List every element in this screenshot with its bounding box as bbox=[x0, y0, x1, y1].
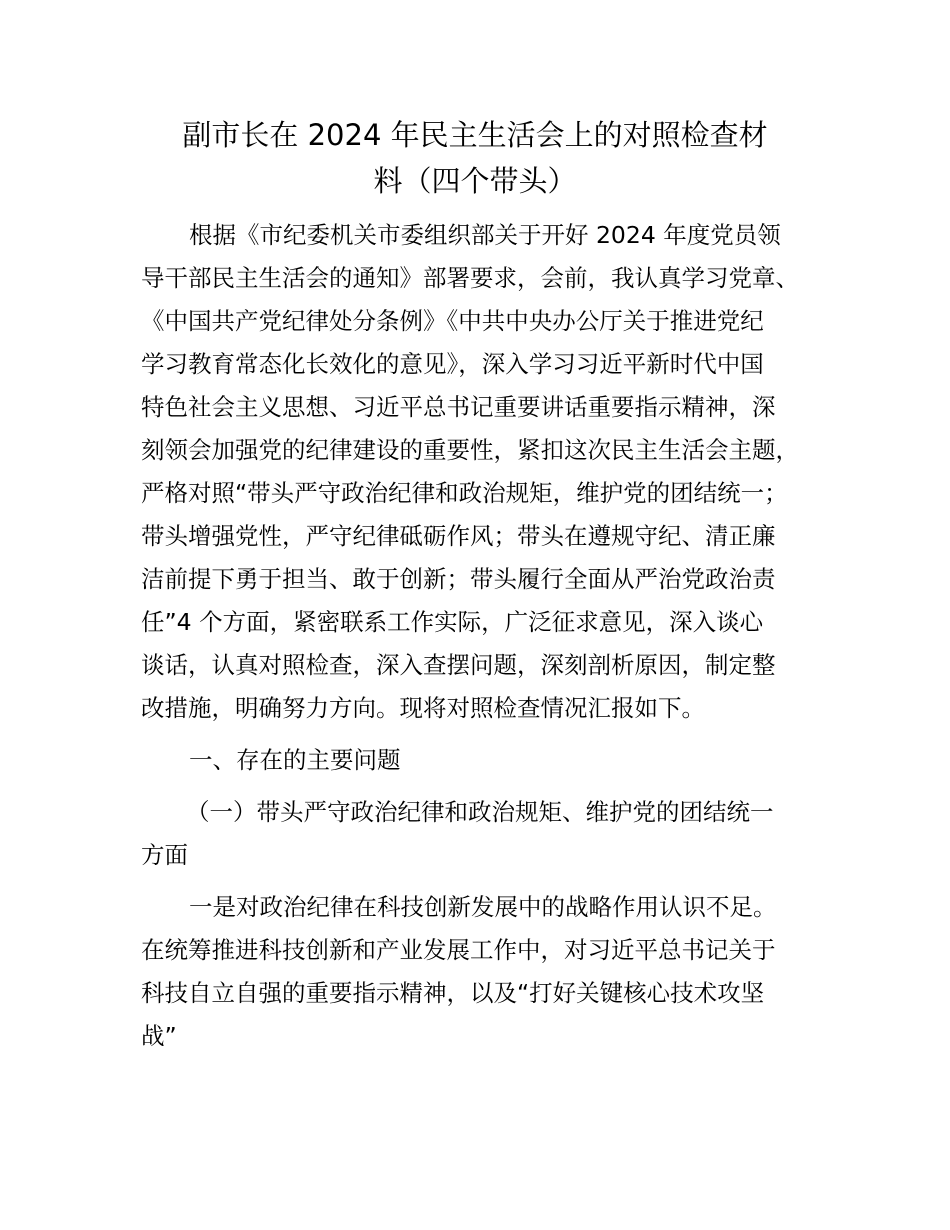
paragraph-line: 任”4 个方面，紧密联系工作实际，广泛征求意见，深入谈心 bbox=[141, 608, 764, 636]
intro-paragraph bbox=[141, 214, 841, 730]
subsection-heading bbox=[141, 791, 841, 877]
section-heading: 一、存在的主要问题 bbox=[189, 746, 401, 774]
paragraph-line: 根据《市纪委机关市委组织部关于开好 2024 年度党员领 bbox=[189, 221, 781, 249]
subsection-line: （一）带头严守政治纪律和政治规矩、维护党的团结统一 bbox=[186, 798, 774, 826]
paragraph-line: 科技自立自强的重要指示精神，以及“打好关键核心技术攻坚 bbox=[141, 979, 765, 1007]
paragraph-line: 在统筹推进科技创新和产业发展工作中，对习近平总书记关于 bbox=[141, 936, 776, 964]
paragraph-line: 特色社会主义思想、习近平总书记重要讲话重要指示精神，深 bbox=[141, 393, 776, 421]
paragraph-line: 导干部民主生活会的通知》部署要求，会前，我认真学习党章、 bbox=[141, 264, 799, 292]
title-line: 副市长在 2024 年民主生活会上的对照检查材 bbox=[182, 118, 768, 152]
paragraph-line: 学习教育常态化长效化的意见》，深入学习习近平新时代中国 bbox=[141, 350, 764, 378]
paragraph-line: 刻领会加强党的纪律建设的重要性，紧扣这次民主生活会主题， bbox=[141, 436, 799, 464]
paragraph-line: 洁前提下勇于担当、敢于创新；带头履行全面从严治党政治责 bbox=[141, 565, 776, 593]
paragraph-line: 严格对照“带头严守政治纪律和政治规矩，维护党的团结统一； bbox=[141, 479, 788, 507]
document-body bbox=[141, 214, 841, 1058]
document-title bbox=[140, 112, 810, 204]
paragraph-line: 谈话，认真对照检查，深入查摆问题，深刻剖析原因，制定整 bbox=[141, 651, 776, 679]
title-line: 料（四个带头） bbox=[373, 164, 577, 198]
paragraph-line: 带头增强党性，严守纪律砥砺作风；带头在遵规守纪、清正廉 bbox=[141, 522, 776, 550]
subsection-line: 方面 bbox=[141, 841, 188, 869]
paragraph-line: 战” bbox=[141, 1022, 177, 1050]
point-paragraph bbox=[141, 886, 841, 1058]
paragraph-line: 改措施，明确努力方向。现将对照检查情况汇报如下。 bbox=[141, 694, 705, 722]
paragraph-line: 一是对政治纪律在科技创新发展中的战略作用认识不足。 bbox=[189, 893, 777, 921]
paragraph-line: 《中国共产党纪律处分条例》《中共中央办公厅关于推进党纪 bbox=[141, 307, 764, 335]
